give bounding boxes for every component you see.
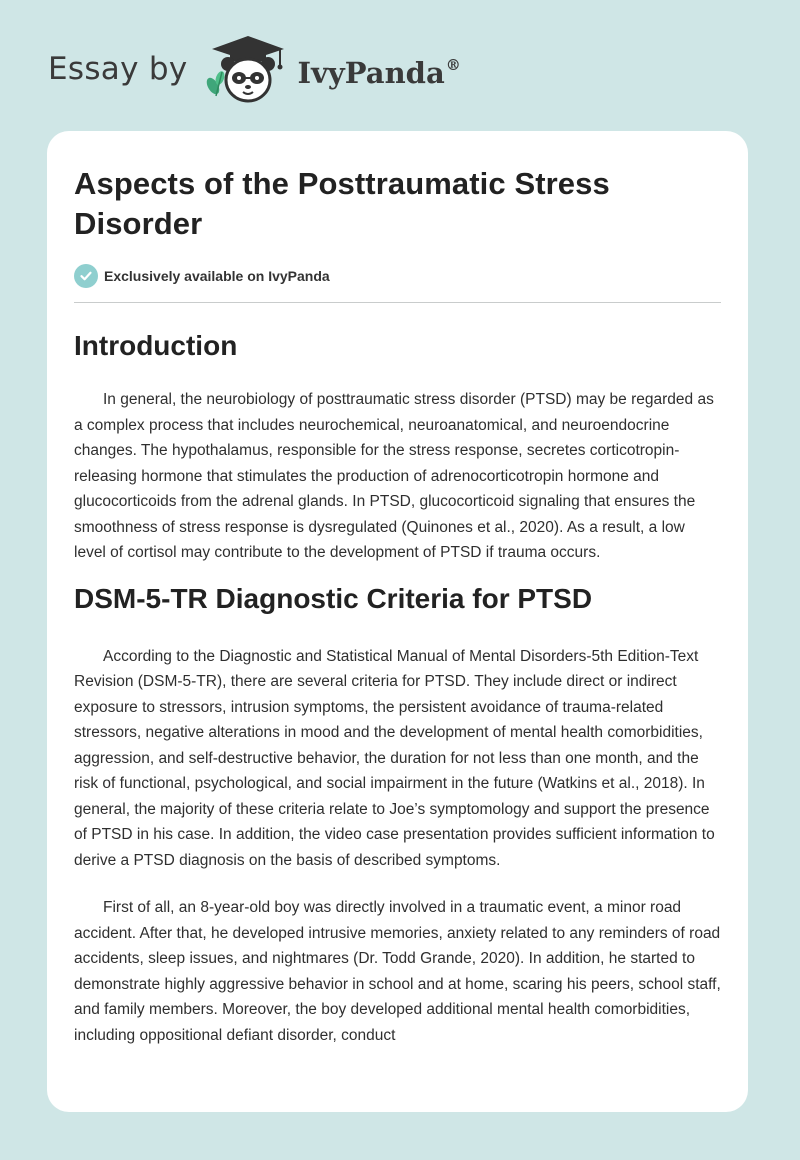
check-circle-icon [74,264,98,288]
section-heading: DSM-5-TR Diagnostic Criteria for PTSD [74,582,593,614]
badge-text: Exclusively available on IvyPanda [104,268,330,284]
page-title: Aspects of the Posttraumatic Stress Disorder [74,166,610,241]
divider [74,302,721,303]
paragraph: First of all, an 8-year-old boy was directly involved in a traumatic event, a minor road accident. After that, he developed intrusive memories, anxiety related to any reminders of road accidents, sleep issues, and nightmares (Dr. Todd Grande, 2020). In addition, he started to demonstrate highly aggressive behavior in school and at home, scaring his peers, school staff, and family members. Moreover, the boy developed additional mental health comorbidities, including oppositional defiant disorder, conduct [74,899,721,1044]
brand-prefix: Essay by [48,51,188,87]
paragraph: In general, the neurobiology of posttraumatic stress disorder (PTSD) may be regarded as a complex process that includes neurochemical, neuroanatomical, and neuroendocrine changes. The hypothalamus, responsible for the stress response, secretes corticotropin-releasing hormone that stimulates the production of adrenocorticotropin hormone and glucocorticoids from the adrenal glands. In PTSD, glucocorticoid signaling that ensures the smoothness of stress response is dysregulated (Quinones et al., 2020). As a result, a low level of cortisol may contribute to the development of PTSD if trauma occurs. [74,391,714,561]
section-introduction [74,329,721,566]
site-header [48,36,461,108]
section-heading: Introduction [74,330,238,361]
panda-logo-icon[interactable] [202,34,298,111]
section-dsm-criteria [74,582,721,1049]
registered-mark: ® [445,56,461,74]
exclusive-badge [74,264,721,288]
paragraph: According to the Diagnostic and Statistical Manual of Mental Disorders-5th Edition-Text Revision (DSM-5-TR), there are several criteria for PTSD. They include direct or indirect exposure to stressors, intrusion symptoms, the persistent avoidance of trauma-related stressors, negative alterations in mood and the development of mental health comorbidities, aggression, and self-destructive behavior, the duration for not less than one month, and the risk of functional, psychological, and social impairment in the future (Watkins et al., 2018). In general, the majority of these criteria relate to Joe’s symptomology and support the presence of PTSD in his case. In addition, the video case presentation provides sufficient information to derive a PTSD diagnosis on the basis of described symptoms. [74,647,715,869]
brand-name[interactable]: IvyPanda® [297,56,461,90]
essay-card [47,131,748,1112]
